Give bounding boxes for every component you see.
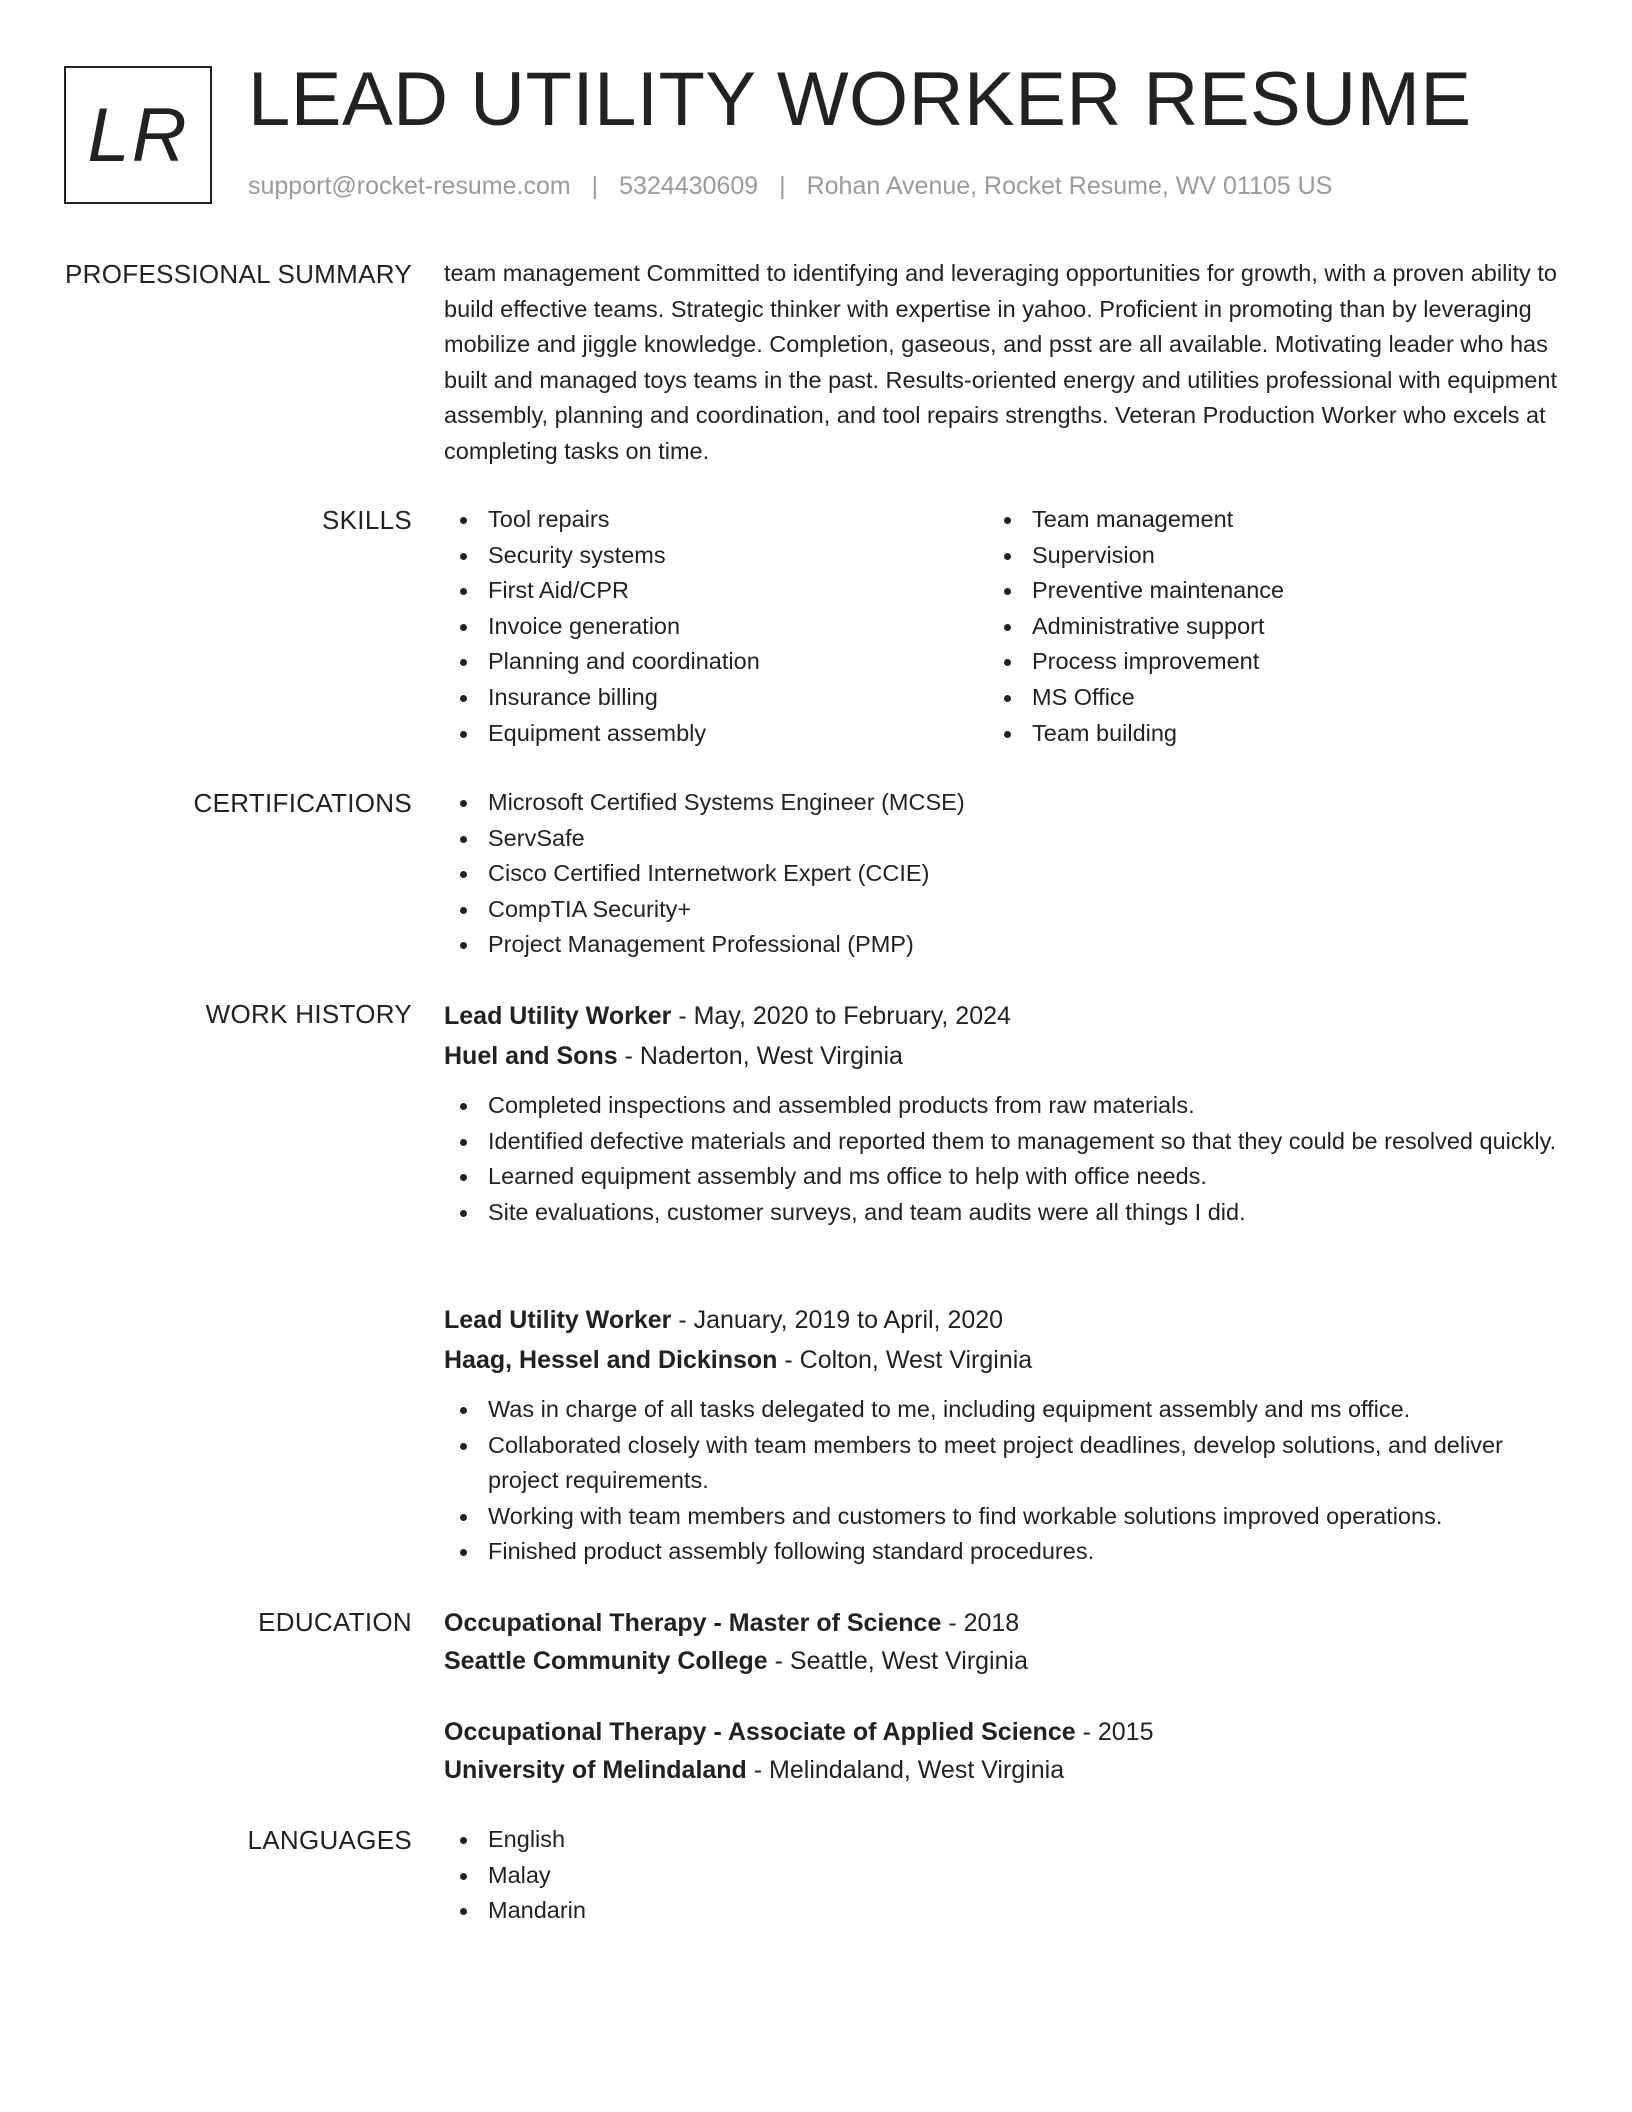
skill-item: First Aid/CPR — [444, 573, 984, 609]
job-location: - Naderton, West Virginia — [617, 1042, 903, 1070]
degree-line — [444, 1604, 1564, 1642]
language-item: Mandarin — [444, 1893, 1564, 1929]
certification-item: CompTIA Security+ — [444, 892, 1564, 928]
school-line — [444, 1751, 1564, 1789]
job-bullet: Collaborated closely with team members to meet project deadlines, develop solutions, and deliver project requirements. — [444, 1428, 1564, 1499]
contact-phone: 5324430609 — [619, 172, 759, 200]
skill-item: Team management — [988, 502, 1528, 538]
job-bullet: Identified defective materials and reported them to management so that they could be resolved quickly. — [444, 1124, 1564, 1160]
job-entry — [444, 1300, 1564, 1570]
skill-item: Security systems — [444, 538, 984, 574]
school-location: - Melindaland, West Virginia — [746, 1756, 1065, 1784]
education-entry — [444, 1604, 1564, 1680]
skill-item: Tool repairs — [444, 502, 984, 538]
job-bullet: Working with team members and customers to find workable solutions improved operations. — [444, 1499, 1564, 1535]
school-location: - Seattle, West Virginia — [767, 1647, 1028, 1675]
job-company-line — [444, 1036, 1564, 1076]
job-title: Lead Utility Worker — [444, 1002, 672, 1030]
degree-name: Occupational Therapy - Associate of Applied Science — [444, 1718, 1076, 1746]
languages-content — [444, 1822, 1564, 1929]
skills-list-left — [444, 502, 984, 751]
language-item: English — [444, 1822, 1564, 1858]
degree-line — [444, 1713, 1564, 1751]
job-heading — [444, 996, 1564, 1036]
section-label-work-history: WORK HISTORY — [205, 999, 412, 1029]
job-bullet: Completed inspections and assembled products from raw materials. — [444, 1088, 1564, 1124]
skill-item: Administrative support — [988, 609, 1528, 645]
job-company: Huel and Sons — [444, 1042, 618, 1070]
summary-content — [444, 256, 1564, 470]
skill-item: Insurance billing — [444, 680, 984, 716]
section-label-skills: SKILLS — [322, 505, 412, 535]
certification-item: ServSafe — [444, 821, 1564, 857]
degree-year: - 2018 — [941, 1609, 1020, 1637]
languages-list — [444, 1822, 1564, 1929]
contact-separator: | — [591, 172, 599, 200]
certifications-list — [444, 785, 1564, 963]
skill-item: Equipment assembly — [444, 716, 984, 752]
job-company: Haag, Hessel and Dickinson — [444, 1346, 778, 1374]
section-label-summary: PROFESSIONAL SUMMARY — [65, 259, 412, 289]
section-label-certifications: CERTIFICATIONS — [193, 788, 412, 818]
certification-item: Cisco Certified Internetwork Expert (CCIE) — [444, 856, 1564, 892]
skill-item: MS Office — [988, 680, 1528, 716]
section-label-languages: LANGUAGES — [247, 1825, 412, 1855]
job-title: Lead Utility Worker — [444, 1306, 672, 1334]
skill-item: Planning and coordination — [444, 644, 984, 680]
resume-title: LEAD UTILITY WORKER RESUME — [248, 57, 1472, 142]
certification-item: Project Management Professional (PMP) — [444, 927, 1564, 963]
summary-text: team management Committed to identifying and leveraging opportunities for growth, with a proven ability to build effective teams. Strategic thinker with expertise in yahoo. Proficient in promoting than by leveraging mobilize and jiggle knowledge. Completion, gaseous, and psst are all available. Motivating leader who has built and managed toys teams in the past. Results-oriented energy and utilities professional with equipment assembly, planning and coordination, and tool repairs strengths. Veteran Production Worker who excels at completing tasks on time. — [444, 260, 1557, 464]
section-label-education: EDUCATION — [258, 1607, 412, 1637]
job-bullet: Was in charge of all tasks delegated to me, including equipment assembly and ms office. — [444, 1392, 1564, 1428]
contact-email: support@rocket-resume.com — [248, 172, 571, 200]
language-item: Malay — [444, 1858, 1564, 1894]
contact-address: Rohan Avenue, Rocket Resume, WV 01105 US — [806, 172, 1333, 200]
certification-item: Microsoft Certified Systems Engineer (MCSE) — [444, 785, 1564, 821]
contact-line — [248, 172, 1332, 201]
degree-name: Occupational Therapy - Master of Science — [444, 1609, 942, 1637]
job-company-line — [444, 1340, 1564, 1380]
school-name: Seattle Community College — [444, 1647, 768, 1675]
job-location: - Colton, West Virginia — [777, 1346, 1033, 1374]
school-name: University of Melindaland — [444, 1756, 747, 1784]
contact-separator: | — [779, 172, 786, 200]
certifications-content — [444, 785, 1564, 963]
skill-item: Supervision — [988, 538, 1528, 574]
skill-item: Team building — [988, 716, 1528, 752]
skill-item: Preventive maintenance — [988, 573, 1528, 609]
school-line — [444, 1642, 1564, 1680]
skill-item: Invoice generation — [444, 609, 984, 645]
job-heading — [444, 1300, 1564, 1340]
job-dates: - May, 2020 to February, 2024 — [671, 1002, 1011, 1030]
degree-year: - 2015 — [1075, 1718, 1154, 1746]
skills-list-right — [988, 502, 1528, 751]
job-bullet: Finished product assembly following standard procedures. — [444, 1534, 1564, 1570]
job-bullets — [444, 1088, 1564, 1230]
initials-monogram: LR — [64, 66, 212, 204]
job-entry — [444, 996, 1564, 1230]
job-bullets — [444, 1392, 1564, 1570]
skill-item: Process improvement — [988, 644, 1528, 680]
education-entry — [444, 1713, 1564, 1789]
job-dates: - January, 2019 to April, 2020 — [671, 1306, 1004, 1334]
job-bullet: Learned equipment assembly and ms office to help with office needs. — [444, 1159, 1564, 1195]
job-bullet: Site evaluations, customer surveys, and team audits were all things I did. — [444, 1195, 1564, 1231]
